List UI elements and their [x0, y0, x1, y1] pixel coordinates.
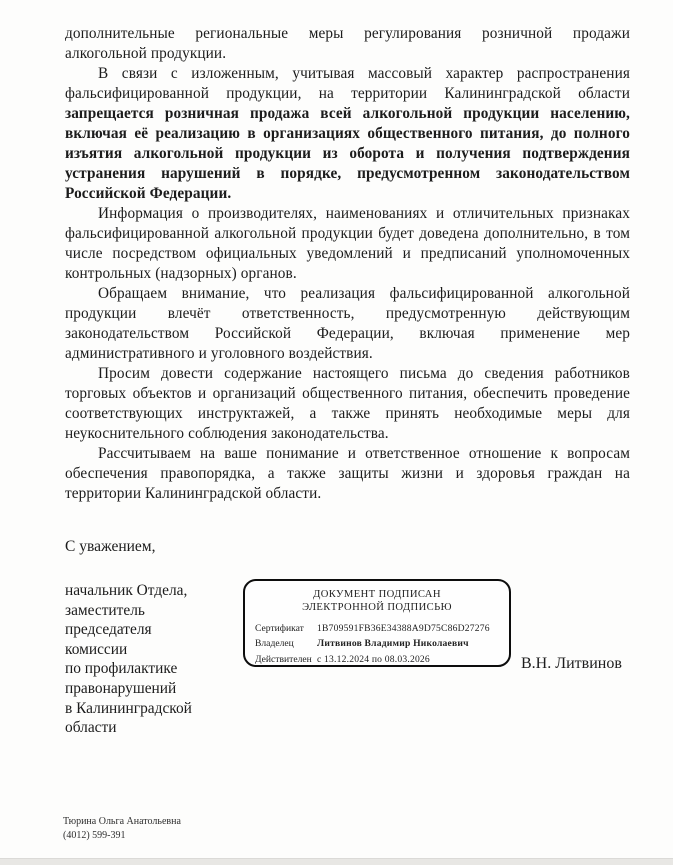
job-title-line: заместитель — [65, 601, 145, 619]
job-title-line: правонарушений — [65, 679, 177, 697]
paragraph-text: Информация о производителях, наименованиях и отличительных признаках фальсифицированной алкогольной продукции будет доведена дополнительно, в том числе посредством официальных уведомлений и предписаний уполномоченных контрольных (надзорных) органов. — [65, 205, 630, 282]
paragraph-text: дополнительные региональные меры регулирования розничной продажи алкогольной продукции. — [65, 25, 630, 62]
electronic-signature-stamp — [243, 579, 511, 667]
executor-name: Тюрина Ольга Анатольевна — [63, 816, 181, 827]
stamp-validity-row — [255, 652, 499, 667]
stamp-certificate-label: Сертификат — [255, 623, 304, 634]
job-title-line: области — [65, 719, 117, 737]
signer-name: В.Н. Литвинов — [521, 655, 622, 672]
stamp-fields — [255, 621, 499, 667]
executor-contact — [63, 815, 181, 842]
paragraph-text: Просим довести содержание настоящего письма до сведения работников торговых объектов и организаций общественного питания, обеспечить проведение соответствующих инструктажей, а также принять необходимые меры для неукоснительного соблюдения законодательства. — [65, 365, 630, 442]
signer-job-title — [65, 581, 235, 738]
paragraph-request — [65, 364, 630, 444]
stamp-certificate-value: 1B709591FB36E34388A9D75C86D27276 — [317, 623, 490, 634]
stamp-validity-value: с 13.12.2024 по 08.03.2026 — [317, 653, 430, 665]
paragraph-continuation — [65, 24, 630, 64]
stamp-owner-label: Владелец — [255, 638, 294, 650]
paragraph-bold-text: запрещается розничная продажа всей алкогольной продукции населению, включая её реализацию в организациях общественного питания, до полного изъятия алкогольной продукции из оборота и получения подтверждения устранения нарушений в порядке, предусмотренном законодательством Российской Федерации. — [65, 105, 630, 202]
job-title-line: в Калининградской — [65, 699, 192, 717]
stamp-validity-label: Действителен — [255, 653, 312, 665]
stamp-owner-row — [255, 636, 499, 651]
paragraph-prohibition — [65, 64, 630, 204]
job-title-line: комиссии — [65, 640, 128, 658]
paragraph-text: В связи с изложенным, учитывая массовый характер распространения фальсифицированной продукции, на территории Калининградской области — [65, 65, 630, 102]
job-title-line: начальник Отдела, — [65, 582, 188, 599]
paragraph-conclusion — [65, 444, 630, 504]
paragraph-text: Рассчитываем на ваше понимание и ответственное отношение к вопросам обеспечения правопорядка, а также защиты жизни и здоровья граждан на территории Калининградской области. — [65, 445, 630, 502]
paragraph-text: Обращаем внимание, что реализация фальсифицированной алкогольной продукции влечёт ответственность, предусмотренную действующим законодательством Российской Федерации, включая применение мер административного и уголовного воздействия. — [65, 285, 630, 362]
stamp-title-line-2: ЭЛЕКТРОННОЙ ПОДПИСЬЮ — [302, 602, 452, 613]
scan-edge-strip — [0, 858, 673, 865]
executor-phone: (4012) 599-391 — [63, 829, 126, 841]
paragraph-information — [65, 204, 630, 284]
stamp-title — [255, 588, 499, 614]
closing-salutation: С уважением, — [65, 538, 156, 555]
stamp-certificate-row — [255, 621, 499, 636]
stamp-owner-value: Литвинов Владимир Николаевич — [317, 638, 469, 650]
job-title-line: председателя — [65, 621, 152, 639]
letter-body — [65, 24, 630, 504]
job-title-line: по профилактике — [65, 660, 178, 678]
stamp-title-line-1: ДОКУМЕНТ ПОДПИСАН — [313, 589, 441, 600]
paragraph-liability — [65, 284, 630, 364]
